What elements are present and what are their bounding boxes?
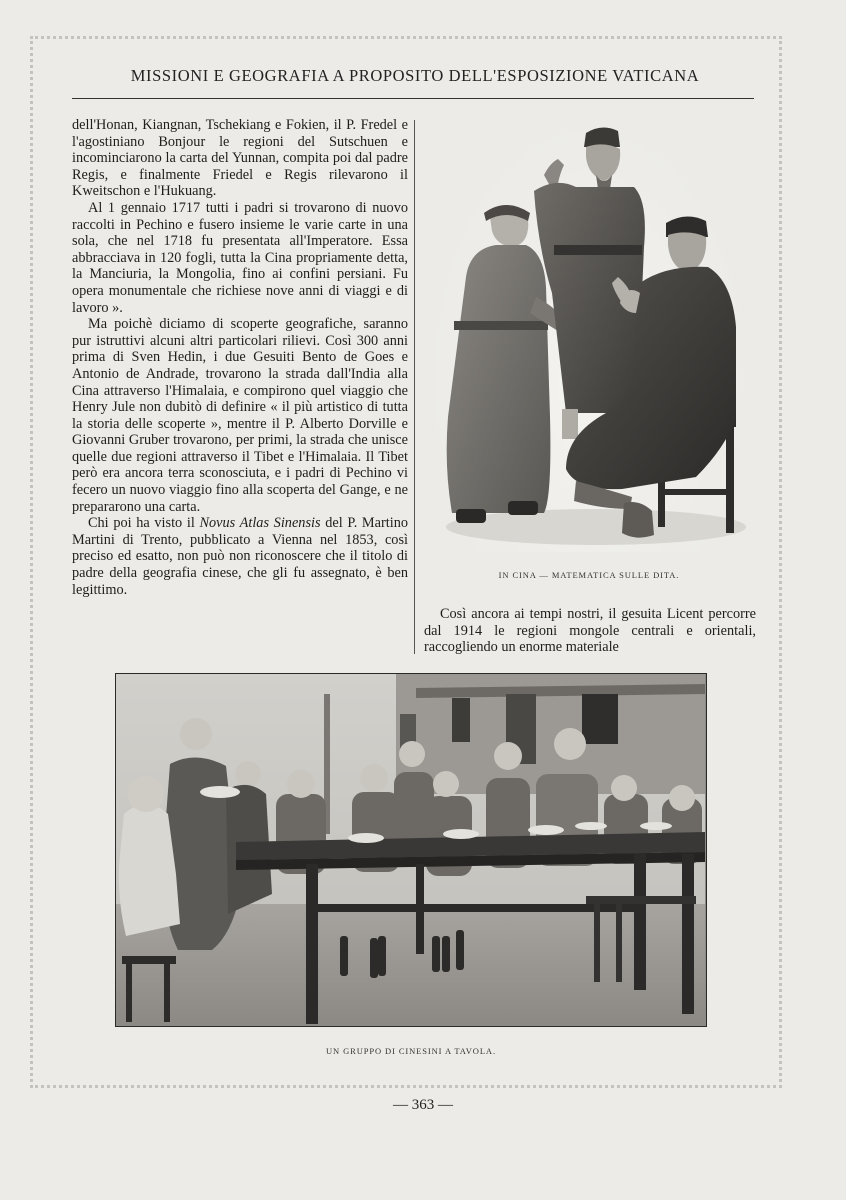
caption-finger-counting: IN CINA — MATEMATICA SULLE DITA.	[498, 570, 680, 580]
paragraph-2: Al 1 gennaio 1717 tutti i padri si trovarono di nuovo raccolti in Pechino e fusero insieme le varie carte in una sola, che nel 1718 fu presentata all'Imperatore. Essa abbracciava in 120 fogli, tutta la Cina propriamente detta, la Manciuria, la Mongolia, fino ai confini persiani. Fu opera monumentale che richiese nove anni di viaggi e di lavoro ».	[72, 199, 408, 316]
photo-finger-counting	[426, 117, 752, 552]
right-column-text: Così ancora ai tempi nostri, il gesuita Licent percorre dal 1914 le regioni mongole centrali e orientali, raccogliendo un enorme materiale	[424, 606, 756, 656]
paragraph-4	[72, 515, 408, 598]
paragraph-1: dell'Honan, Kiangnan, Tschekiang e Fokien, il P. Fredel e l'agostiniano Bonjour le regioni del Sutschuen e incominciarono la carta del Yunnan, compita poi dal padre Regis, e finalmente Friedel e Regis rilevarono il Kweitschon e l'Hukuang.	[72, 117, 408, 200]
paragraph-3: Ma poichè diciamo di scoperte geografiche, saranno pur istruttivi alcuni altri particolari rilievi. Così 300 anni prima di Sven Hedin, i due Gesuiti Bento de Goes e Antonio de Andrade, trovarono la strada dall'India alla Cina attraverso l'Himalaia, e compirono quel viaggio che Henry Jule non dubitò di definire « il più artistico di tutta la storia delle scoperte », mentre il P. Alberto Dorville e Giovanni Gruber trovarono, per primi, la strada che unisce quelle due regioni attraverso il Tibet e l'Himalaia. Il Tibet però era ancora terra sconosciuta, e i padri di Pechino vi fecero un nuovo viaggio fino alla scoperta del Gange, e ne prepararono una carta.	[72, 316, 408, 515]
paragraph-4-end: del P. Martino Martini di Trento, pubblicato a Vienna nel 1853, così preciso ed esatto, non può non riconoscere che il titolo di padre della geografia cinese, che gli fu assegnato, è ben legittimo.	[72, 515, 408, 598]
caption-children-at-table: UN GRUPPO DI CINESINI A TAVOLA.	[325, 1046, 496, 1056]
left-column	[72, 117, 408, 598]
header-rule	[72, 98, 754, 99]
page-number: — 363 —	[393, 1097, 453, 1113]
photo-children-at-table	[115, 673, 707, 1027]
atlas-title: Novus Atlas Sinensis	[199, 515, 321, 532]
paragraph-4-start: Chi poi ha visto il	[88, 515, 200, 532]
running-head: MISSIONI E GEOGRAFIA A PROPOSITO DELL'ESPOSIZIONE VATICANA	[130, 66, 700, 85]
column-rule	[414, 120, 415, 654]
